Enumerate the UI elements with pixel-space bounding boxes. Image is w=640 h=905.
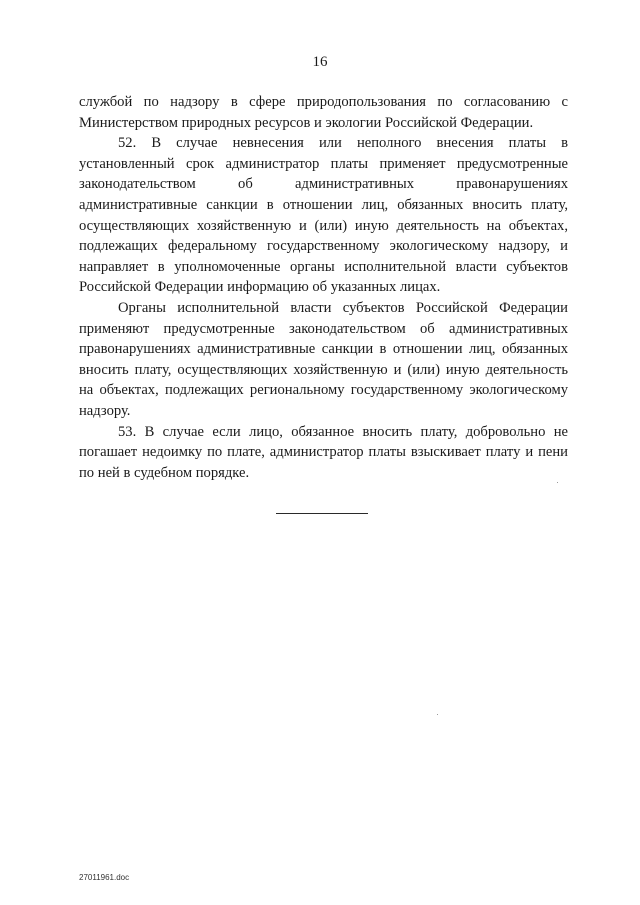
scan-speck	[437, 714, 438, 715]
footer-file-name: 27011961.doc	[79, 873, 130, 882]
scan-speck	[557, 482, 558, 483]
paragraph-continuation: службой по надзору в сфере природопользования по согласованию с Министерством природных ресурсов и экологии Российской Федерации.	[79, 94, 568, 131]
paragraph-regional-authorities: Органы исполнительной власти субъектов Российской Федерации применяют предусмотренные законодательством об административных правонарушениях административные санкции в отношении лиц, обязанных вносить плату, осуществляющих хозяйственную и (или) иную деятельность на объектах, подлежащих региональному государственному экологическому надзору.	[79, 299, 568, 419]
document-body	[79, 92, 568, 483]
page-number: 16	[312, 54, 328, 70]
paragraph-clause-53: 53. В случае если лицо, обязанное вносить плату, добровольно не погашает недоимку по плате, администратор платы взыскивает плату и пени по ней в судебном порядке.	[79, 423, 568, 481]
paragraph-clause-52: 52. В случае невнесения или неполного внесения платы в установленный срок администратор платы применяет предусмотренные законодательством об административных правонарушениях административные санкции в отношении лиц, обязанных вносить плату, осуществляющих хозяйственную и (или) иную деятельность на объектах, подлежащих федеральному государственному экологическому надзору, и направляет в уполномоченные органы исполнительной власти субъектов Российской Федерации информацию об указанных лицах.	[79, 135, 568, 296]
end-separator-line	[276, 513, 368, 514]
